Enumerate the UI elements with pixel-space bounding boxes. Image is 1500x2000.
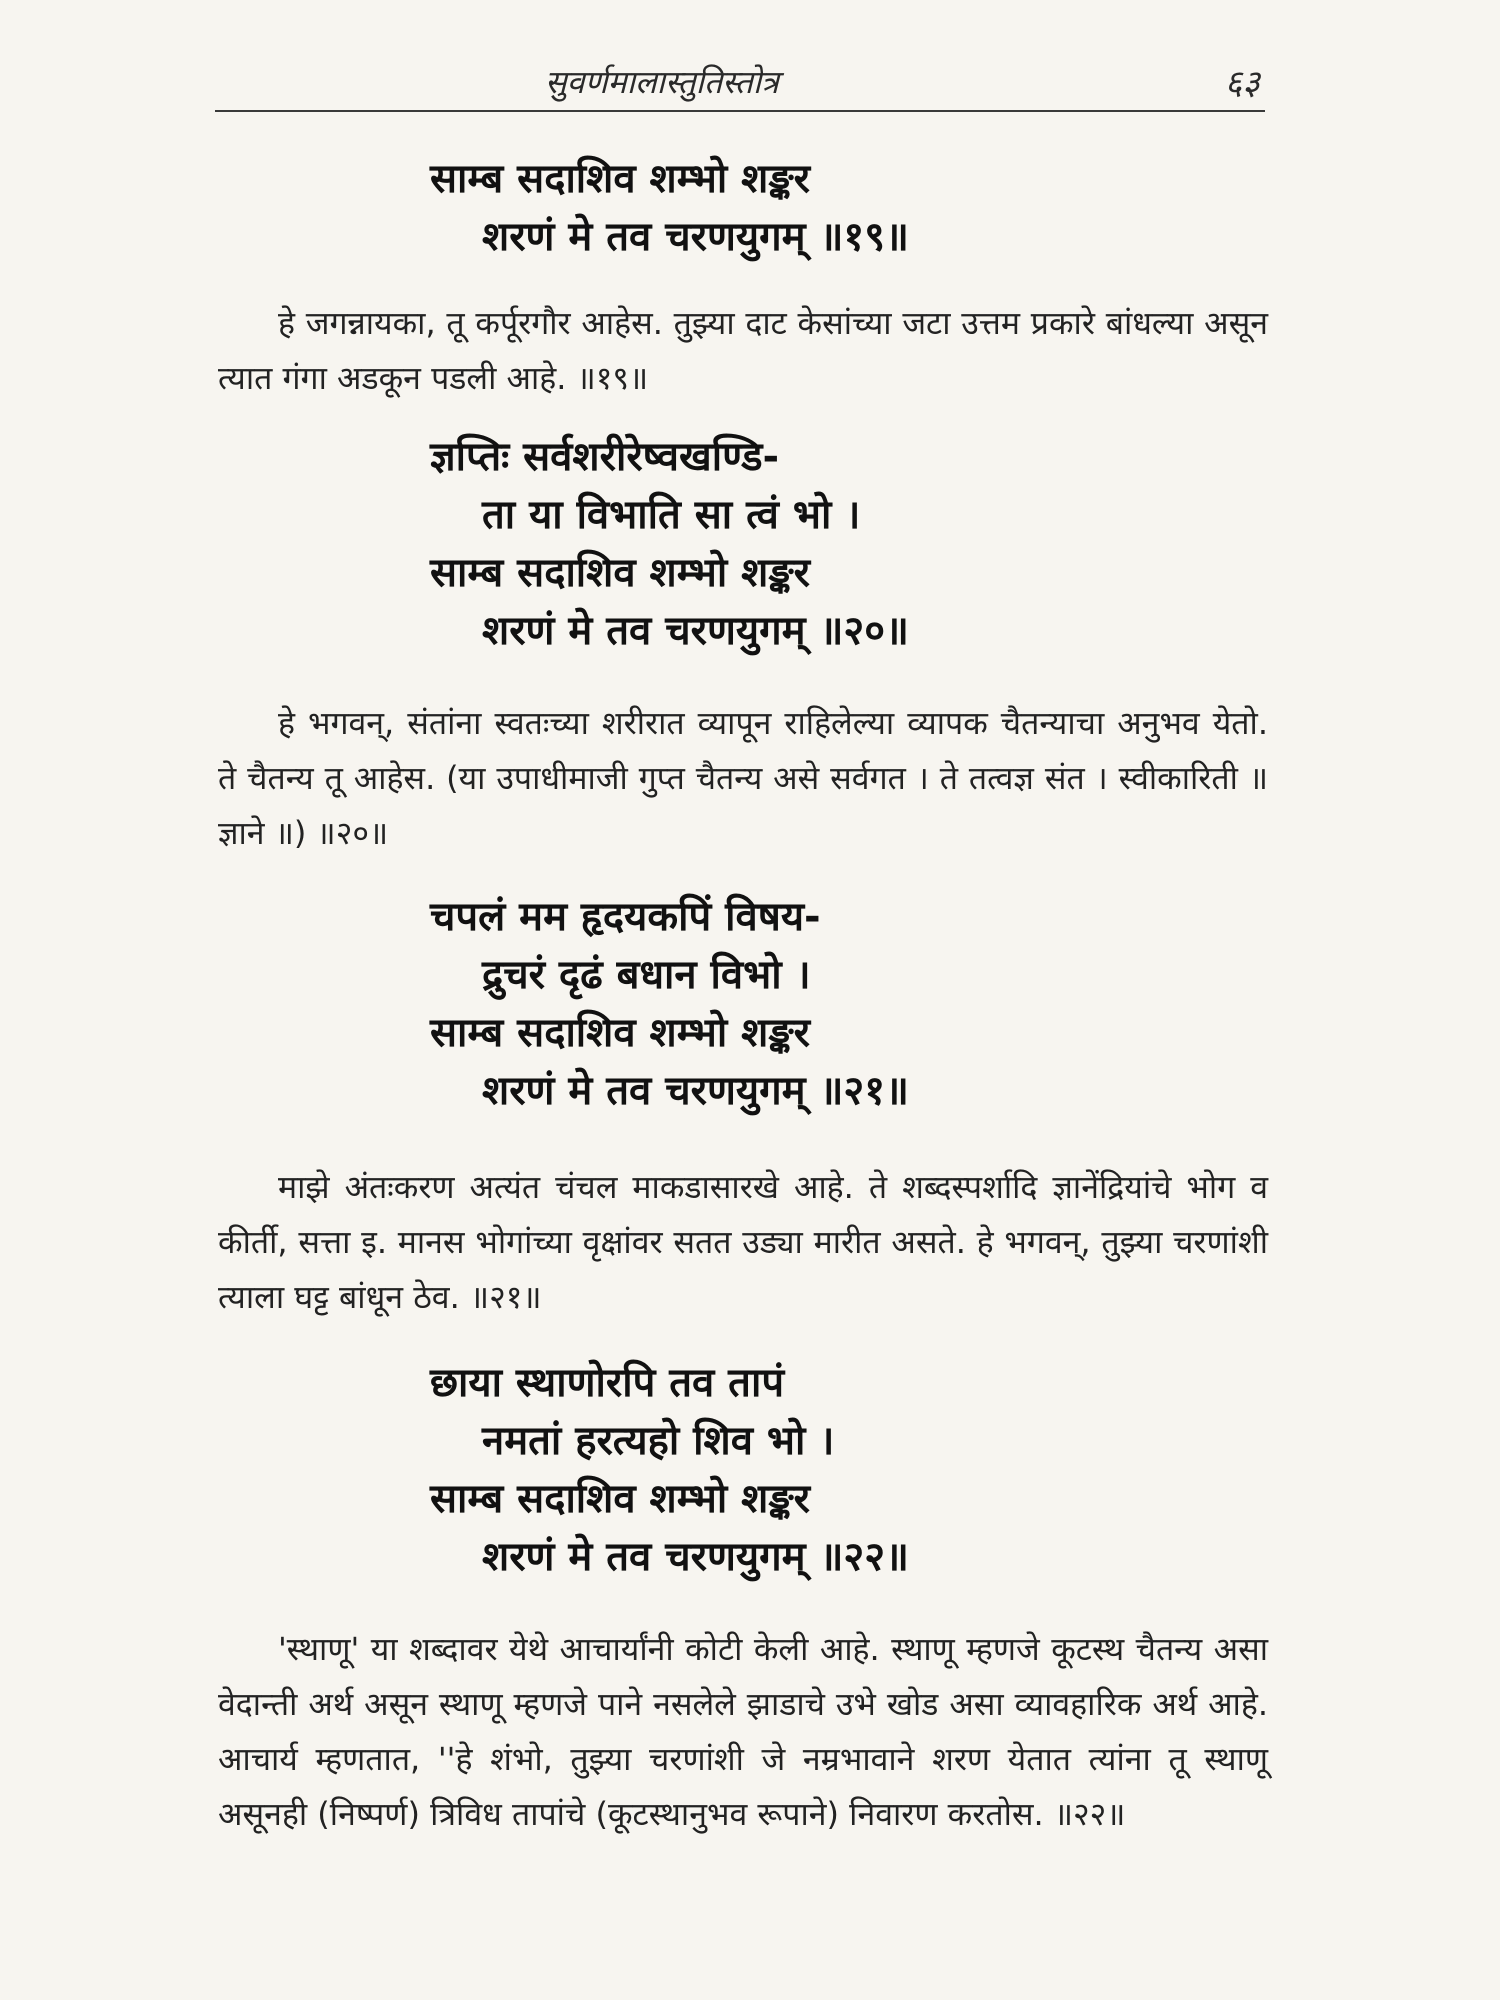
commentary-19 (218, 296, 1268, 406)
verse-line: साम्ब सदाशिव शम्भो शङ्कर (430, 1010, 811, 1056)
verse-line: ता या विभाति सा त्वं भो । (482, 492, 861, 538)
verse-20 (0, 428, 1500, 660)
commentary-20 (218, 696, 1268, 861)
verse-19 (0, 150, 1500, 266)
verse-line: नमतां हरत्यहो शिव भो । (482, 1418, 835, 1464)
verse-line: शरणं मे तव चरणयुगम् ॥२१॥ (482, 1068, 909, 1114)
verse-line: ज्ञप्तिः सर्वशरीरेष्वखण्डि- (430, 434, 780, 480)
verse-line: साम्ब सदाशिव शम्भो शङ्कर (430, 156, 811, 202)
commentary-text: माझे अंतःकरण अत्यंत चंचल माकडासारखे आहे. ते शब्दस्पर्शादि ज्ञानेंद्रियांचे भोग व कीर्ती, सत्ता इ. मानस भोगांच्या वृक्षांवर सतत उड्या मारीत असते. हे भगवन्, तुझ्या चरणांशी त्याला घट्ट बांधून ठेव. ॥२१॥ (218, 1168, 1268, 1316)
verse-line: चपलं मम हृदयकपिं विषय- (430, 894, 821, 940)
verse-21 (0, 888, 1500, 1120)
page-number: ६३ (1224, 63, 1260, 103)
commentary-text: हे भगवन्, संतांना स्वतःच्या शरीरात व्यापून राहिलेल्या व्यापक चैतन्याचा अनुभव येतो. ते चैतन्य तू आहेस. (या उपाधीमाजी गुप्त चैतन्य असे सर्वगत । ते तत्वज्ञ संत । स्वीकारिती ॥ ज्ञाने ॥) ॥२०॥ (218, 704, 1268, 852)
header-rule (215, 110, 1265, 112)
verse-line: शरणं मे तव चरणयुगम् ॥१९॥ (482, 214, 909, 260)
verse-line: शरणं मे तव चरणयुगम् ॥२२॥ (482, 1534, 909, 1580)
verse-line: साम्ब सदाशिव शम्भो शङ्कर (430, 550, 811, 596)
verse-line: द्रुचरं दृढं बधान विभो । (482, 952, 811, 998)
commentary-text: हे जगन्नायका, तू कर्पूरगौर आहेस. तुझ्या दाट केसांच्या जटा उत्तम प्रकारे बांधल्या असून त्यात गंगा अडकून पडली आहे. ॥१९॥ (218, 304, 1268, 397)
verse-22 (0, 1354, 1500, 1586)
commentary-22 (218, 1622, 1268, 1842)
commentary-21 (218, 1160, 1268, 1325)
verse-line: छाया स्थाणोरपि तव तापं (430, 1360, 785, 1406)
running-header (0, 52, 1500, 112)
commentary-text: 'स्थाणू' या शब्दावर येथे आचार्यांनी कोटी केली आहे. स्थाणू म्हणजे कूटस्थ चैतन्य असा वेदान्ती अर्थ असून स्थाणू म्हणजे पाने नसलेले झाडाचे उभे खोड असा व्यावहारिक अर्थ आहे. आचार्य म्हणतात, ''हे शंभो, तुझ्या चरणांशी जे नम्रभावाने शरण येतात त्यांना तू स्थाणू असूनही (निष्पर्ण) त्रिविध तापांचे (कूटस्थानुभव रूपाने) निवारण करतोस. ॥२२॥ (218, 1630, 1268, 1833)
running-title: सुवर्णमालास्तुतिस्तोत्र (545, 63, 779, 101)
verse-line: शरणं मे तव चरणयुगम् ॥२०॥ (482, 608, 909, 654)
verse-line: साम्ब सदाशिव शम्भो शङ्कर (430, 1476, 811, 1522)
